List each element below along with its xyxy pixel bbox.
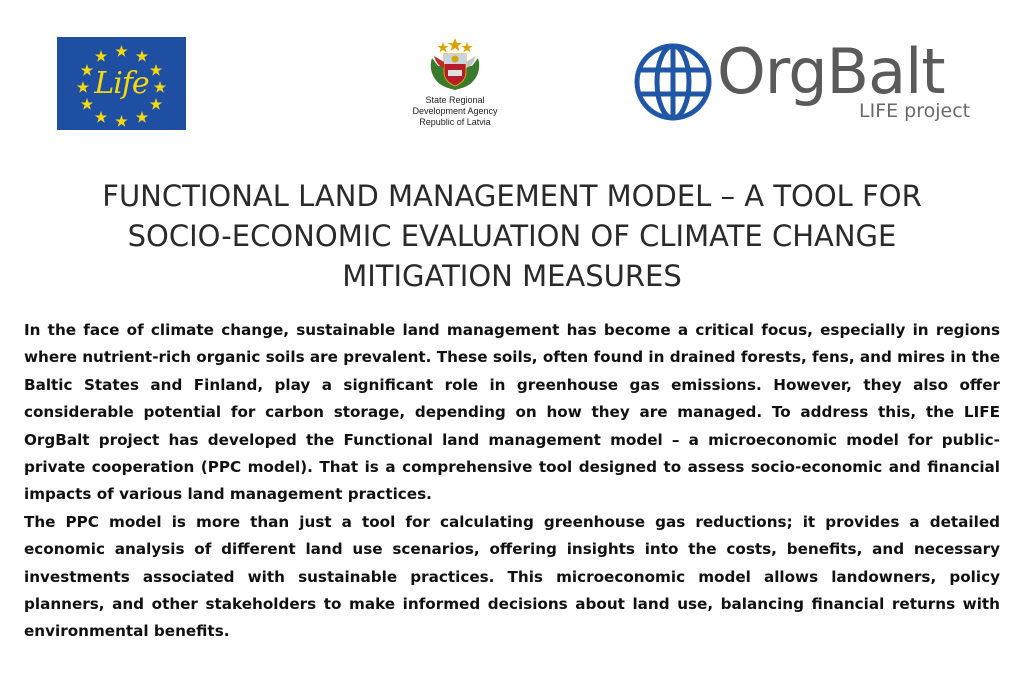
agency-line-2: Development Agency — [412, 106, 498, 116]
globe-icon — [633, 42, 713, 122]
orgbalt-name: OrgBalt — [717, 35, 945, 108]
orgbalt-logo — [633, 35, 973, 130]
paragraph-2: The PPC model is more than just a tool for calculating greenhouse gas reductions; it provides a detailed economic analysis of different land use scenarios, offering insights into the costs, benefits, and necessary investments associated with sustainable practices. This microeconomic model allows landowners, policy planners, and other stakeholders to make informed decisions about land use, balancing financial returns with environmental benefits. — [24, 512, 1000, 641]
agency-line-1: State Regional — [425, 95, 485, 105]
document-title — [20, 176, 1004, 296]
orgbalt-subtitle: LIFE project — [859, 100, 971, 122]
title-line-3: MITIGATION MEASURES — [342, 259, 682, 293]
title-line-1: FUNCTIONAL LAND MANAGEMENT MODEL – A TOOL FOR — [102, 179, 922, 213]
logo-bar — [0, 0, 1024, 150]
paragraph-1: In the face of climate change, sustainable land management has become a critical focus, especially in regions where nutrient-rich organic soils are prevalent. These soils, often found in drained forests, fens, and mires in the Baltic States and Finland, play a significant role in greenhouse gas emissions. However, they also offer considerable potential for carbon storage, depending on how they are managed. To address this, the LIFE OrgBalt project has developed the Functional land management model – a microeconomic model for public-private cooperation (PPC model). That is a comprehensive tool designed to assess socio-economic and financial impacts of various land management practices. — [24, 321, 1000, 504]
eu-life-logo — [57, 37, 186, 130]
life-logo-text: Life — [94, 66, 149, 101]
agency-line-3: Republic of Latvia — [419, 117, 491, 127]
latvia-coat-of-arms-icon — [426, 36, 484, 92]
agency-logo — [395, 36, 515, 136]
body-text — [24, 317, 1000, 646]
title-line-2: SOCIO-ECONOMIC EVALUATION OF CLIMATE CHANGE — [127, 219, 897, 253]
